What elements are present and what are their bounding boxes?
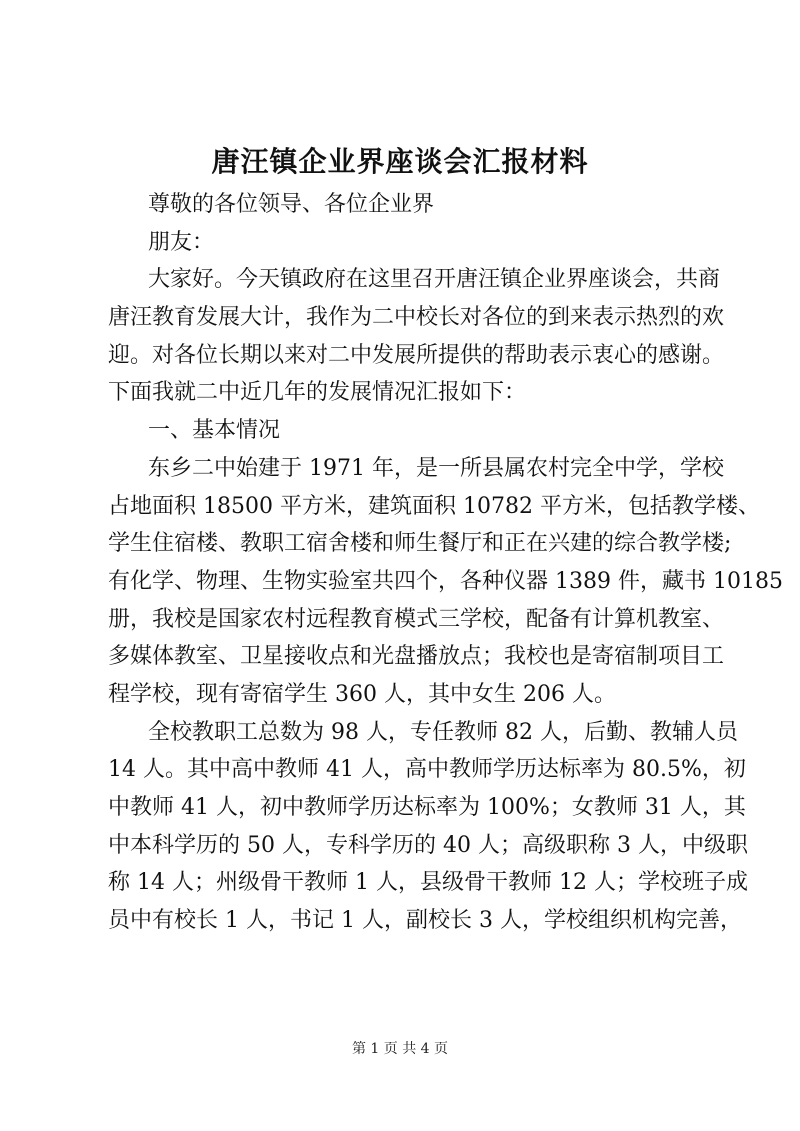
text-line: 称 14 人；州级骨干教师 1 人，县级骨干教师 12 人；学校班子成 bbox=[108, 870, 748, 896]
document-body bbox=[108, 186, 783, 940]
text-line: 下面我就二中近几年的发展情况汇报如下： bbox=[108, 380, 527, 406]
text-line: 尊敬的各位领导、各位企业界 bbox=[148, 192, 435, 217]
text-line: 全校教职工总数为 98 人，专任教师 82 人，后勤、教辅人员 bbox=[148, 719, 738, 745]
text-line: 迎。对各位长期以来对二中发展所提供的帮助表示衷心的感谢。 bbox=[108, 342, 725, 368]
text-line: 占地面积 18500 平方米，建筑面积 10782 平方米，包括教学楼、 bbox=[108, 493, 760, 519]
text-line: 一、基本情况 bbox=[148, 418, 281, 444]
text-line: 多媒体教室、卫星接收点和光盘播放点；我校也是寄宿制项目工 bbox=[108, 644, 725, 670]
text-line: 员中有校长 1 人，书记 1 人，副校长 3 人，学校组织机构完善， bbox=[108, 908, 742, 934]
text-line: 14 人。其中高中教师 41 人，高中教师学历达标率为 80.5%，初 bbox=[108, 757, 746, 783]
document-title: 唐汪镇企业界座谈会汇报材料 bbox=[211, 145, 589, 178]
text-line: 大家好。今天镇政府在这里召开唐汪镇企业界座谈会，共商 bbox=[148, 267, 721, 293]
text-line: 唐汪教育发展大计，我作为二中校长对各位的到来表示热烈的欢 bbox=[108, 305, 725, 331]
text-line: 学生住宿楼、教职工宿舍楼和师生餐厅和正在兴建的综合教学楼; bbox=[108, 531, 732, 557]
page-footer: 第 1 页 共 4 页 bbox=[351, 1041, 449, 1057]
text-line: 程学校，现有寄宿学生 360 人，其中女生 206 人。 bbox=[108, 681, 616, 707]
text-line: 有化学、物理、生物实验室共四个，各种仪器 1389 件，藏书 10185 bbox=[108, 568, 783, 594]
text-line: 东乡二中始建于 1971 年，是一所县属农村完全中学，学校 bbox=[148, 455, 724, 481]
text-line: 册，我校是国家农村远程教育模式三学校，配备有计算机教室、 bbox=[108, 606, 725, 632]
text-line: 中教师 41 人，初中教师学历达标率为 100%；女教师 31 人，其 bbox=[108, 795, 746, 820]
text-line: 中本科学历的 50 人，专科学历的 40 人；高级职称 3 人，中级职 bbox=[108, 832, 748, 858]
text-line: 朋友： bbox=[148, 229, 215, 255]
